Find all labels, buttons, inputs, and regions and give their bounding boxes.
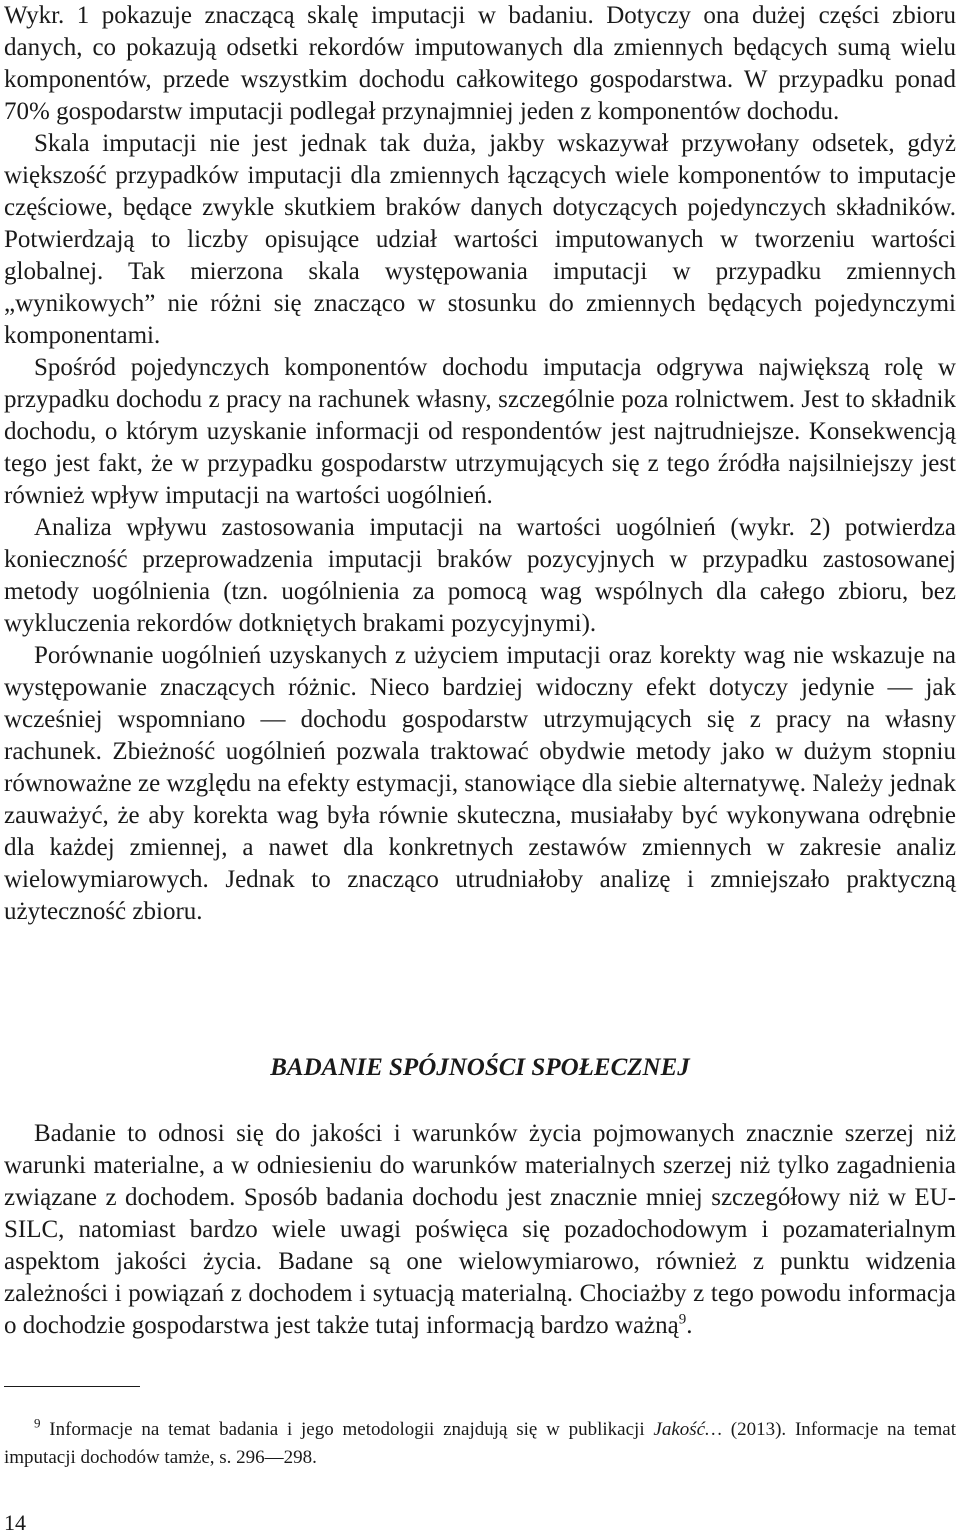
section-paragraph-text: Badanie to odnosi się do jakości i warunków życia pojmowanych znacznie szerzej niż warunki materialne, a w odniesieniu do warunków materialnych szerzej niż tylko zagadnienia związane z dochodem. Sposób badania dochodu jest znacznie mniej szczegółowy niż w EU-SILC, natomiast bardzo wiele uwagi poświęca się pozadochodowym i pozamaterialnym aspektom jakości życia. Badane są one wielowymiarowo, również z punktu widzenia zależności i powiązań z dochodem i sytuacją materialną. Chociażby z tego powodu informacja o dochodzie gospodarstwa jest także tutaj informacją bardzo ważną [4,1120,956,1339]
footnote-divider [4,1386,140,1387]
section-heading: BADANIE SPÓJNOŚCI SPOŁECZNEJ [270,1054,690,1081]
body-text-section [4,1118,956,1342]
paragraph-2: Skala imputacji nie jest jednak tak duża, jakby wskazywał przywołany odsetek, gdyż większość przypadków imputacji dla zmiennych łączących wiele komponentów to imputacje częściowe, będące zwykle skutkiem braków danych dotyczących pojedynczych składników. Potwierdzają to liczby opisujące udział wartości imputowanych w tworzeniu wartości globalnej. Tak mierzona skala występowania imputacji w przypadku zmiennych „wynikowych” nie różni się znacząco w stosunku do zmiennych będących pojedynczymi komponentami. [4,130,956,349]
footnote [4,1416,956,1472]
section-paragraph [4,1118,956,1342]
paragraph-1: Wykr. 1 pokazuje znaczącą skalę imputacji w badaniu. Dotyczy ona dużej części zbioru danych, co pokazują odsetki rekordów imputowanych dla zmiennych będących sumą wielu komponentów, przede wszystkim dochodu całkowitego gospodarstwa. W przypadku ponad 70% gospodarstw imputacji podlegał przynajmniej jeden z komponentów dochodu. [4,2,956,125]
footnote-text-before: Informacje na temat badania i jego metodologii znajdują się w publikacji [49,1419,654,1440]
paragraph-5: Porównanie uogólnień uzyskanych z użyciem imputacji oraz korekty wag nie wskazuje na występowanie znaczących różnic. Nieco bardziej widoczny efekt dotyczy jedynie — jak wcześniej wspomniano — dochodu gospodarstw utrzymujących się z pracy na własny rachunek. Zbieżność uogólnień pozwala traktować obydwie metody jako w dużym stopniu równoważne ze względu na efekty estymacji, stanowiące dla siebie alternatywę. Należy jednak zauważyć, że aby korekta wag była równie skuteczna, musiałaby być wykonywana odrębnie dla każdej zmiennej, a nawet dla konkretnych zestawów zmiennych w zakresie analiz wielowymiarowych. Jednak to znacząco utrudniałoby analizę i zmniejszało praktyczną użyteczność zbioru. [4,642,956,925]
footnote-reference[interactable]: 9 [678,1311,687,1328]
footnote-text-after: (2013). Informacje na temat imputacji dochodów tamże, s. 296—298. [4,1419,956,1468]
page-number: 14 [4,1510,26,1535]
section-paragraph-end: . [686,1312,693,1339]
paragraph-3: Spośród pojedynczych komponentów dochodu imputacja odgrywa największą rolę w przypadku dochodu z pracy na rachunek własny, szczególnie poza rolnictwem. Jest to składnik dochodu, o którym uzyskanie informacji od respondentów jest najtrudniejsze. Konsekwencją tego jest fakt, że w przypadku gospodarstw utrzymujących się z tego źródła najsilniejszy jest również wpływ imputacji na wartości uogólnień. [4,354,956,509]
paragraph-4: Analiza wpływu zastosowania imputacji na wartości uogólnień (wykr. 2) potwierdza konieczność przeprowadzenia imputacji braków pozycyjnych w przypadku zastosowanej metody uogólnienia (tzn. uogólnienia za pomocą wag wspólnych dla całego zbioru, bez wykluczenia rekordów dotkniętych brakami pozycyjnymi). [4,514,956,637]
body-text-top [4,0,956,928]
footnote-number: 9 [34,1415,41,1431]
footnote-publication-title: Jakość… [653,1419,722,1440]
